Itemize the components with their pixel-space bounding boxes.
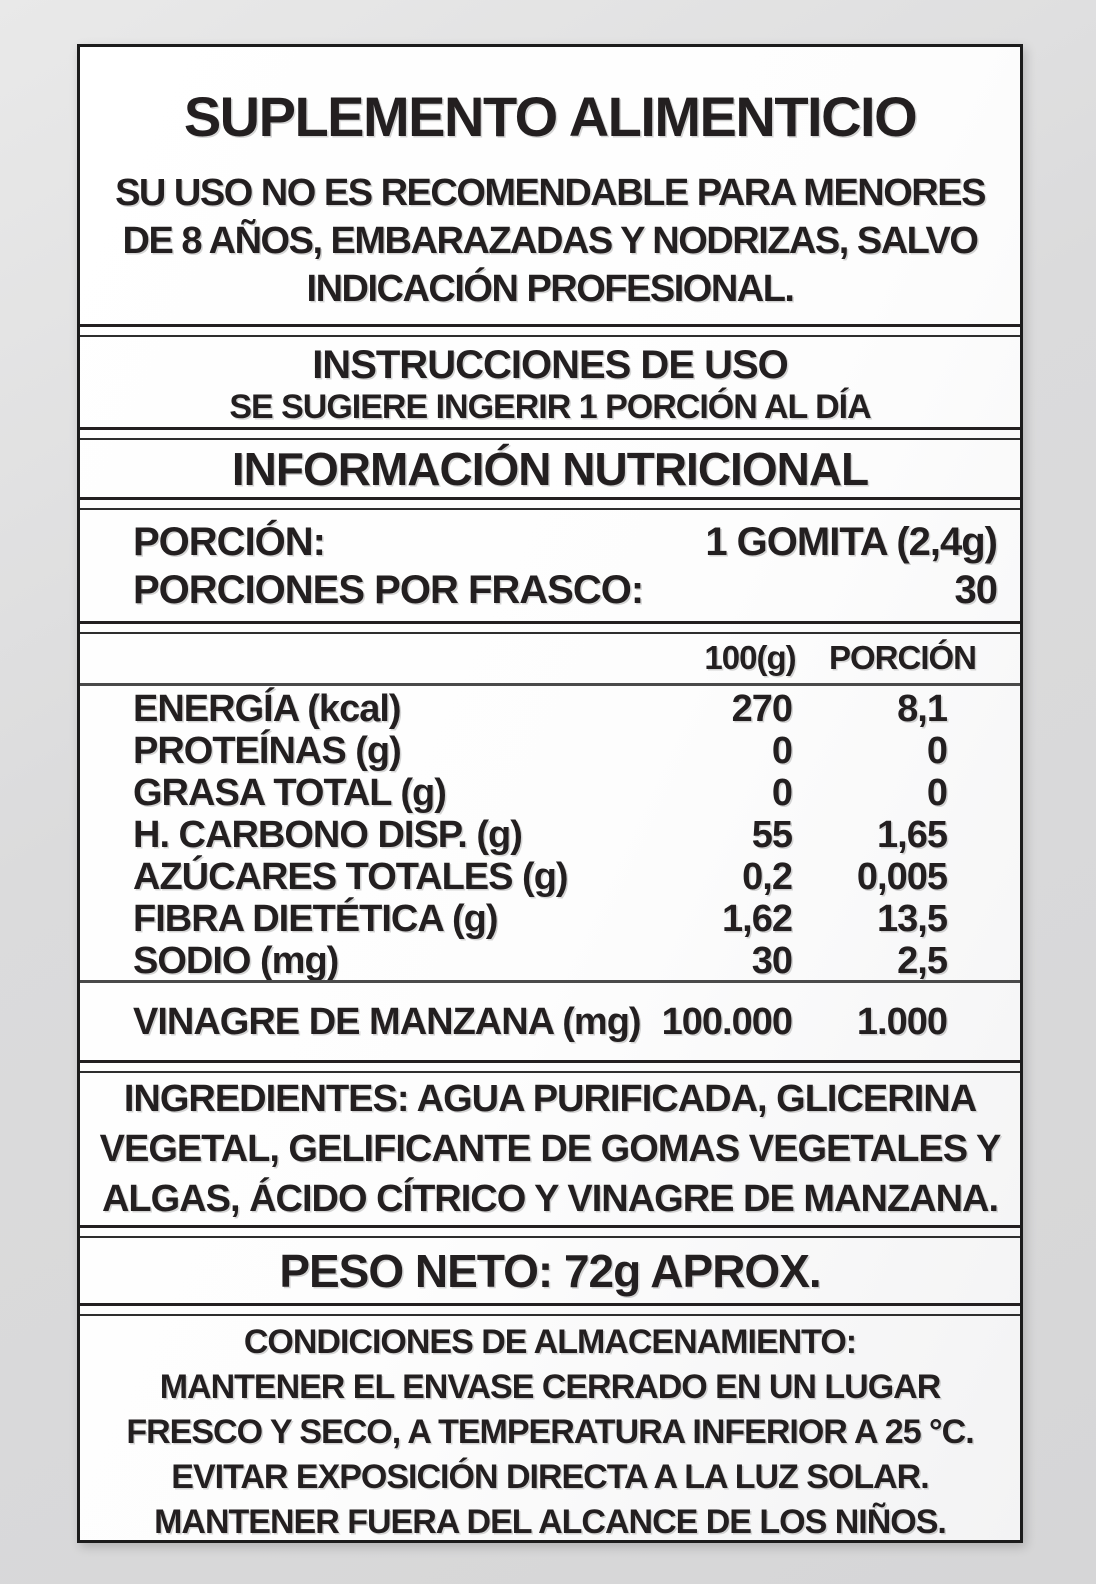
warning-line: DE 8 AÑOS, EMBARAZADAS Y NODRIZAS, SALVO xyxy=(122,220,978,262)
value-per-100g: 0,2 xyxy=(742,855,792,898)
value-per-100g: 0 xyxy=(771,729,792,772)
section-divider xyxy=(80,621,1020,634)
serving-info-section xyxy=(80,510,1020,621)
storage-line: EVITAR EXPOSICIÓN DIRECTA A LA LUZ SOLAR. xyxy=(171,1458,929,1496)
nutrient-name: VINAGRE DE MANZANA (mg) xyxy=(133,1000,641,1043)
value-per-portion: 1.000 xyxy=(856,1000,947,1043)
column-headers xyxy=(133,639,980,677)
table-row xyxy=(133,1001,947,1044)
header-section xyxy=(80,47,1020,324)
supplement-facts-label xyxy=(77,44,1023,1543)
value-per-portion: 13,5 xyxy=(877,897,947,940)
nutrition-heading: INFORMACIÓN NUTRICIONAL xyxy=(231,442,869,495)
table-row xyxy=(133,730,947,772)
warning-line: INDICACIÓN PROFESIONAL. xyxy=(306,268,794,310)
value-per-100g: 1,62 xyxy=(722,897,792,940)
ingredients-line: VEGETAL, GELIFICANTE DE GOMAS VEGETALES Y xyxy=(99,1128,1001,1170)
value-per-portion: 0 xyxy=(926,729,947,772)
value-per-portion: 8,1 xyxy=(897,687,947,730)
section-divider xyxy=(80,1303,1020,1316)
nutrient-name: PROTEÍNAS (g) xyxy=(133,729,401,772)
section-divider xyxy=(80,1060,1020,1073)
section-divider xyxy=(80,427,1020,440)
instructions-heading: INSTRUCCIONES DE USO xyxy=(312,343,788,387)
nutrient-table xyxy=(80,687,1020,980)
instructions-section xyxy=(80,337,1020,427)
section-divider xyxy=(80,497,1020,510)
nutrient-name: AZÚCARES TOTALES (g) xyxy=(133,855,568,898)
table-row xyxy=(133,940,947,982)
table-row xyxy=(133,856,947,898)
servings-per-container-value: 30 xyxy=(954,568,997,612)
ingredients-line: ALGAS, ÁCIDO CÍTRICO Y VINAGRE DE MANZANA. xyxy=(101,1178,999,1220)
servings-per-container-row xyxy=(133,566,997,614)
storage-heading: CONDICIONES DE ALMACENAMIENTO: xyxy=(243,1323,857,1361)
value-per-100g: 0 xyxy=(771,771,792,814)
storage-line: MANTENER FUERA DEL ALCANCE DE LOS NIÑOS. xyxy=(154,1503,946,1541)
storage-line: FRESCO Y SECO, A TEMPERATURA INFERIOR A 25 °C. xyxy=(126,1413,974,1451)
instructions-text: SE SUGIERE INGERIR 1 PORCIÓN AL DÍA xyxy=(229,388,871,426)
nutrient-name: FIBRA DIETÉTICA (g) xyxy=(133,897,498,940)
table-row xyxy=(133,688,947,730)
nutrient-name: H. CARBONO DISP. (g) xyxy=(133,813,522,856)
column-header-portion: PORCIÓN xyxy=(828,639,976,676)
section-divider xyxy=(80,324,1020,337)
value-per-portion: 0,005 xyxy=(856,855,947,898)
net-weight-text: PESO NETO: 72g APROX. xyxy=(279,1244,821,1297)
serving-label: PORCIÓN: xyxy=(133,520,325,564)
nutrient-name: SODIO (mg) xyxy=(133,939,339,982)
value-per-portion: 1,65 xyxy=(877,813,947,856)
serving-value: 1 GOMITA (2,4g) xyxy=(705,520,997,564)
value-per-100g: 55 xyxy=(751,813,792,856)
value-per-portion: 2,5 xyxy=(897,939,947,982)
nutrition-heading-section xyxy=(80,440,1020,497)
warning-text xyxy=(80,169,1020,313)
featured-ingredient-row xyxy=(80,984,1020,1060)
net-weight-section xyxy=(80,1238,1020,1303)
nutrient-name: GRASA TOTAL (g) xyxy=(133,771,446,814)
storage-conditions-section xyxy=(80,1316,1020,1545)
table-row xyxy=(133,898,947,940)
nutrient-name: ENERGÍA (kcal) xyxy=(133,687,401,730)
servings-per-container-label: PORCIONES POR FRASCO: xyxy=(133,568,644,612)
storage-line: MANTENER EL ENVASE CERRADO EN UN LUGAR xyxy=(159,1368,941,1406)
table-row xyxy=(133,772,947,814)
section-divider xyxy=(80,1225,1020,1238)
table-row xyxy=(133,814,947,856)
value-per-portion: 0 xyxy=(926,771,947,814)
serving-row xyxy=(133,518,997,566)
column-header-row xyxy=(80,634,1020,683)
warning-line: SU USO NO ES RECOMENDABLE PARA MENORES xyxy=(115,172,985,214)
value-per-100g: 270 xyxy=(731,687,792,730)
value-per-100g: 30 xyxy=(751,939,792,982)
value-per-100g: 100.000 xyxy=(661,1000,792,1043)
column-header-per-100g: 100(g) xyxy=(704,639,796,676)
page-title: SUPLEMENTO ALIMENTICIO xyxy=(183,85,917,148)
ingredients-line: INGREDIENTES: AGUA PURIFICADA, GLICERINA xyxy=(123,1078,977,1120)
ingredients-section xyxy=(80,1073,1020,1225)
